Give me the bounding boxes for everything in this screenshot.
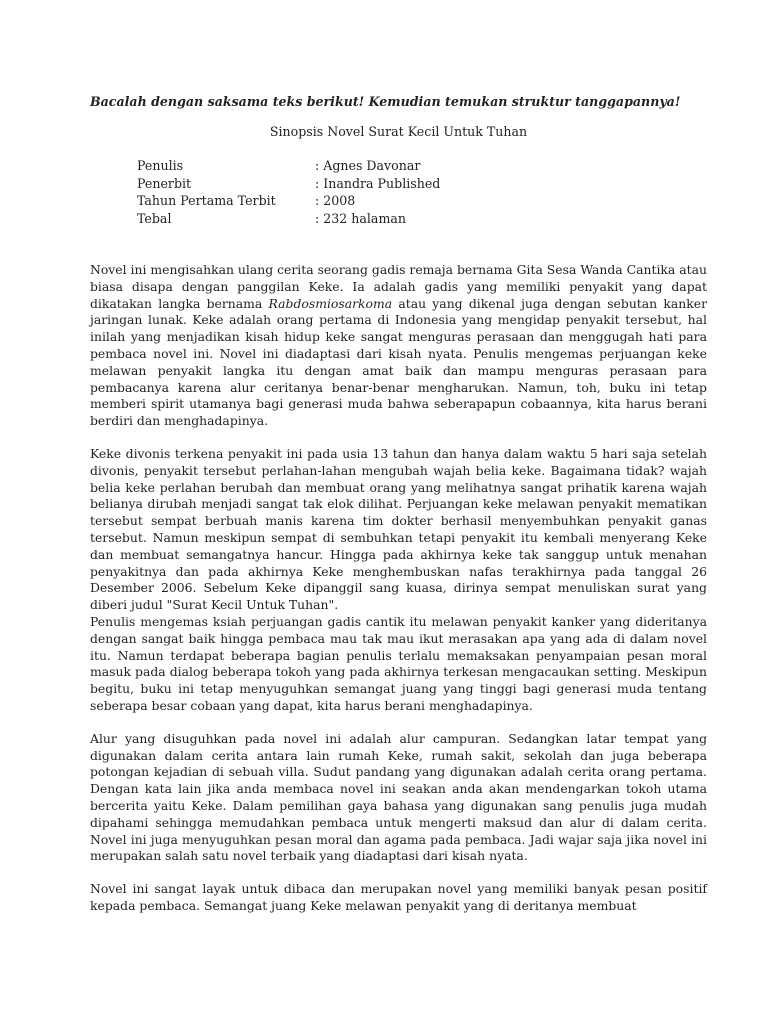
paragraph-2: Keke divonis terkena penyakit ini pada usia 13 tahun dan hanya dalam waktu 5 hari saja setelah divonis, penyakit tersebut perlahan-lahan mengubah wajah belia keke. Bagaimana tidak? wajah belia keke perlahan berubah dan membuat orang yang melihatnya sangat prihatik karena wajah belianya dirubah menjadi sangat tak elok dilihat. Perjuangan keke melawan penyakit mematikan tersebut sempat berbuah manis karena tim dokter berhasil menyembuhkan penyakit ganas tersebut. Namun meskipun sempat di sembuhkan tetapi penyakit itu kembali menyerang Keke dan membuat semangatnya hancur. Hingga pada akhirnya keke tak sanggup untuk menahan penyakitnya dan pada akhirnya Keke menghembuskan nafas terakhirnya pada tanggal 26 Desember 2006. Sebelum Keke dipanggil sang kuasa, dirinya sempat menuliskan surat yang diberi judul "Surat Kecil Untuk Tuhan".	[90, 445, 707, 613]
paragraph-3: Penulis mengemas ksiah perjuangan gadis cantik itu melawan penyakit kanker yang dideritanya dengan sangat baik hingga pembaca mau tak mau ikut merasakan apa yang ada di dalam novel itu. Namun terdapat beberapa bagian penulis terlalu memaksakan penyampaian pesan moral masuk pada dialog beberapa tokoh yang pada akhirnya terkesan mengacaukan setting. Meskipun begitu, buku ini tetap menyuguhkan semangat juang yang tinggi bagi generasi muda tentang seberapa besar cobaan yang dapat, kita harus berani menghadapinya.	[90, 613, 707, 713]
document-title: Sinopsis Novel Surat Kecil Untuk Tuhan	[269, 124, 528, 139]
info-label: Penulis	[137, 158, 184, 173]
paragraph-4: Alur yang disuguhkan pada novel ini adalah alur campuran. Sedangkan latar tempat yang digunakan dalam cerita antara lain rumah Keke, rumah sakit, sekolah dan juga beberapa potongan kejadian di sebuah villa. Sudut pandang yang digunakan adalah cerita orang pertama. Dengan kata lain jika anda membaca novel ini seakan anda akan mendengarkan tokoh utama bercerita yaitu Keke. Dalam pemilihan gaya bahasa yang digunakan sang penulis juga mudah dipahami sehingga memudahkan pembaca untuk mengerti maksud dan alur di dalam cerita. Novel ini juga menyuguhkan pesan moral dan agama pada pembaca. Jadi wajar saja jika novel ini merupakan salah satu novel terbaik yang diadaptasi dari kisah nyata.	[90, 730, 707, 864]
info-value: : 2008	[315, 193, 356, 208]
paragraph-1-part-b: atau yang dikenal juga dengan sebutan kanker jaringan lunak. Keke adalah orang pertama di Indonesia yang mengidap penyakit tersebut, hal inilah yang menjadikan kisah hidup keke sangat menguras perasaan dan menggugah hati para pembaca novel ini. Novel ini diadaptasi dari kisah nyata. Penulis mengemas perjuangan keke melawan penyakit langka itu dengan amat baik dan mampu menguras perasaan para pembacanya karena alur ceritanya benar-benar mengharukan. Namun, toh, buku ini tetap memberi spirit utamanya bagi generasi muda bahwa seberapapun cobaannya, kita harus berani berdiri dan menghadapinya.	[90, 295, 707, 429]
document-page	[90, 93, 707, 915]
book-info-row	[137, 175, 440, 193]
book-info-row	[137, 192, 440, 210]
info-label: Penerbit	[137, 175, 192, 191]
paragraph-1-part-a: Novel ini mengisahkan ulang cerita seorang gadis remaja bernama Gita Sesa Wanda Cantika atau biasa disapa dengan panggilan Keke. Ia adalah gadis yang memiliki penyakit yang dapat dikatakan langka bernama	[90, 262, 707, 311]
info-label: Tebal	[137, 210, 172, 226]
info-value: : 232 halaman	[315, 210, 407, 226]
disease-name: Rabdosmiosarkoma	[268, 295, 393, 311]
info-label: Tahun Pertama Terbit	[137, 193, 276, 208]
book-info-row	[137, 210, 440, 228]
paragraph-5: Novel ini sangat layak untuk dibaca dan merupakan novel yang memiliki banyak pesan positif kepada pembaca. Semangat juang Keke melawan penyakit yang di deritanya membuat	[90, 881, 707, 913]
instruction-text: Bacalah dengan saksama teks berikut! Kemudian temukan struktur tanggapannya!	[90, 94, 681, 109]
book-info-table	[137, 157, 440, 227]
paragraph-1	[90, 262, 707, 430]
info-value: : Inandra Published	[315, 175, 441, 191]
synopsis-body	[90, 262, 707, 915]
book-info-row	[137, 157, 440, 175]
info-value: : Agnes Davonar	[315, 158, 421, 173]
